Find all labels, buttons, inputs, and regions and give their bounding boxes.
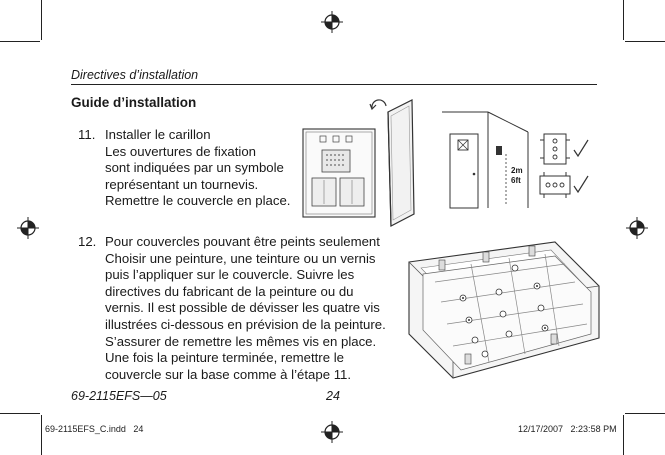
crop-mark [623, 0, 624, 40]
step-line: Les ouvertures de fixation [105, 143, 257, 159]
step-line: sont indiquées par un symbole [105, 160, 284, 176]
step-line: illustrées ci-dessous en prévision de la peinture. [105, 316, 386, 332]
step-line: vernis. Il est possible de dévisser les quatre vis [105, 300, 380, 316]
crop-mark [623, 415, 624, 455]
step-number: 12. [78, 234, 97, 249]
chime-base-illustration [296, 98, 421, 230]
step-line: Choisir une peinture, une teinture ou un vernis [105, 250, 376, 266]
step-12 [78, 234, 398, 384]
cover-screws-illustration [405, 242, 603, 380]
registration-mark-icon [321, 11, 343, 33]
page-number: 24 [326, 389, 340, 403]
page-title: Guide d’installation [71, 95, 197, 110]
orientation-illustration [536, 130, 596, 210]
step-line: Une fois la peinture terminée, remettre le [105, 350, 344, 366]
step-number: 11. [78, 127, 96, 142]
registration-mark-icon [17, 217, 39, 239]
crop-mark [41, 0, 42, 40]
registration-mark-icon [626, 217, 648, 239]
slug-file-name: 69-2115EFS_C.indd 24 [45, 424, 144, 434]
crop-mark [0, 413, 40, 414]
step-line: Installer le carillon [105, 127, 211, 142]
step-line: directives du fabricant de la peinture ou du [105, 283, 354, 299]
slug-timestamp: 12/17/2007 2:23:58 PM [518, 424, 617, 434]
step-line: représentant un tournevis. [105, 176, 259, 192]
mounting-height-illustration [440, 104, 530, 208]
step-11 [78, 127, 291, 211]
document-code: 69-2115EFS—05 [71, 389, 167, 403]
step-line: couvercle sur la base comme à l’étape 11. [105, 366, 352, 382]
step-line: S’assurer de remettre les mêmes vis en place. [105, 333, 377, 349]
crop-mark [0, 41, 40, 42]
step-text [105, 234, 386, 383]
registration-mark-icon [321, 421, 343, 443]
header-rule [71, 84, 597, 85]
step-line: Pour couvercles pouvant être peints seulement [105, 234, 380, 249]
step-text [105, 127, 290, 210]
height-label: 2m [511, 166, 523, 175]
crop-mark [41, 415, 42, 455]
crop-mark [625, 413, 665, 414]
section-header: Directives d’installation [71, 68, 199, 82]
height-label: 6ft [511, 176, 521, 185]
step-line: Remettre le couvercle en place. [105, 193, 291, 209]
step-line: puis l’appliquer sur le couvercle. Suivre les [105, 267, 355, 283]
crop-mark [625, 41, 665, 42]
